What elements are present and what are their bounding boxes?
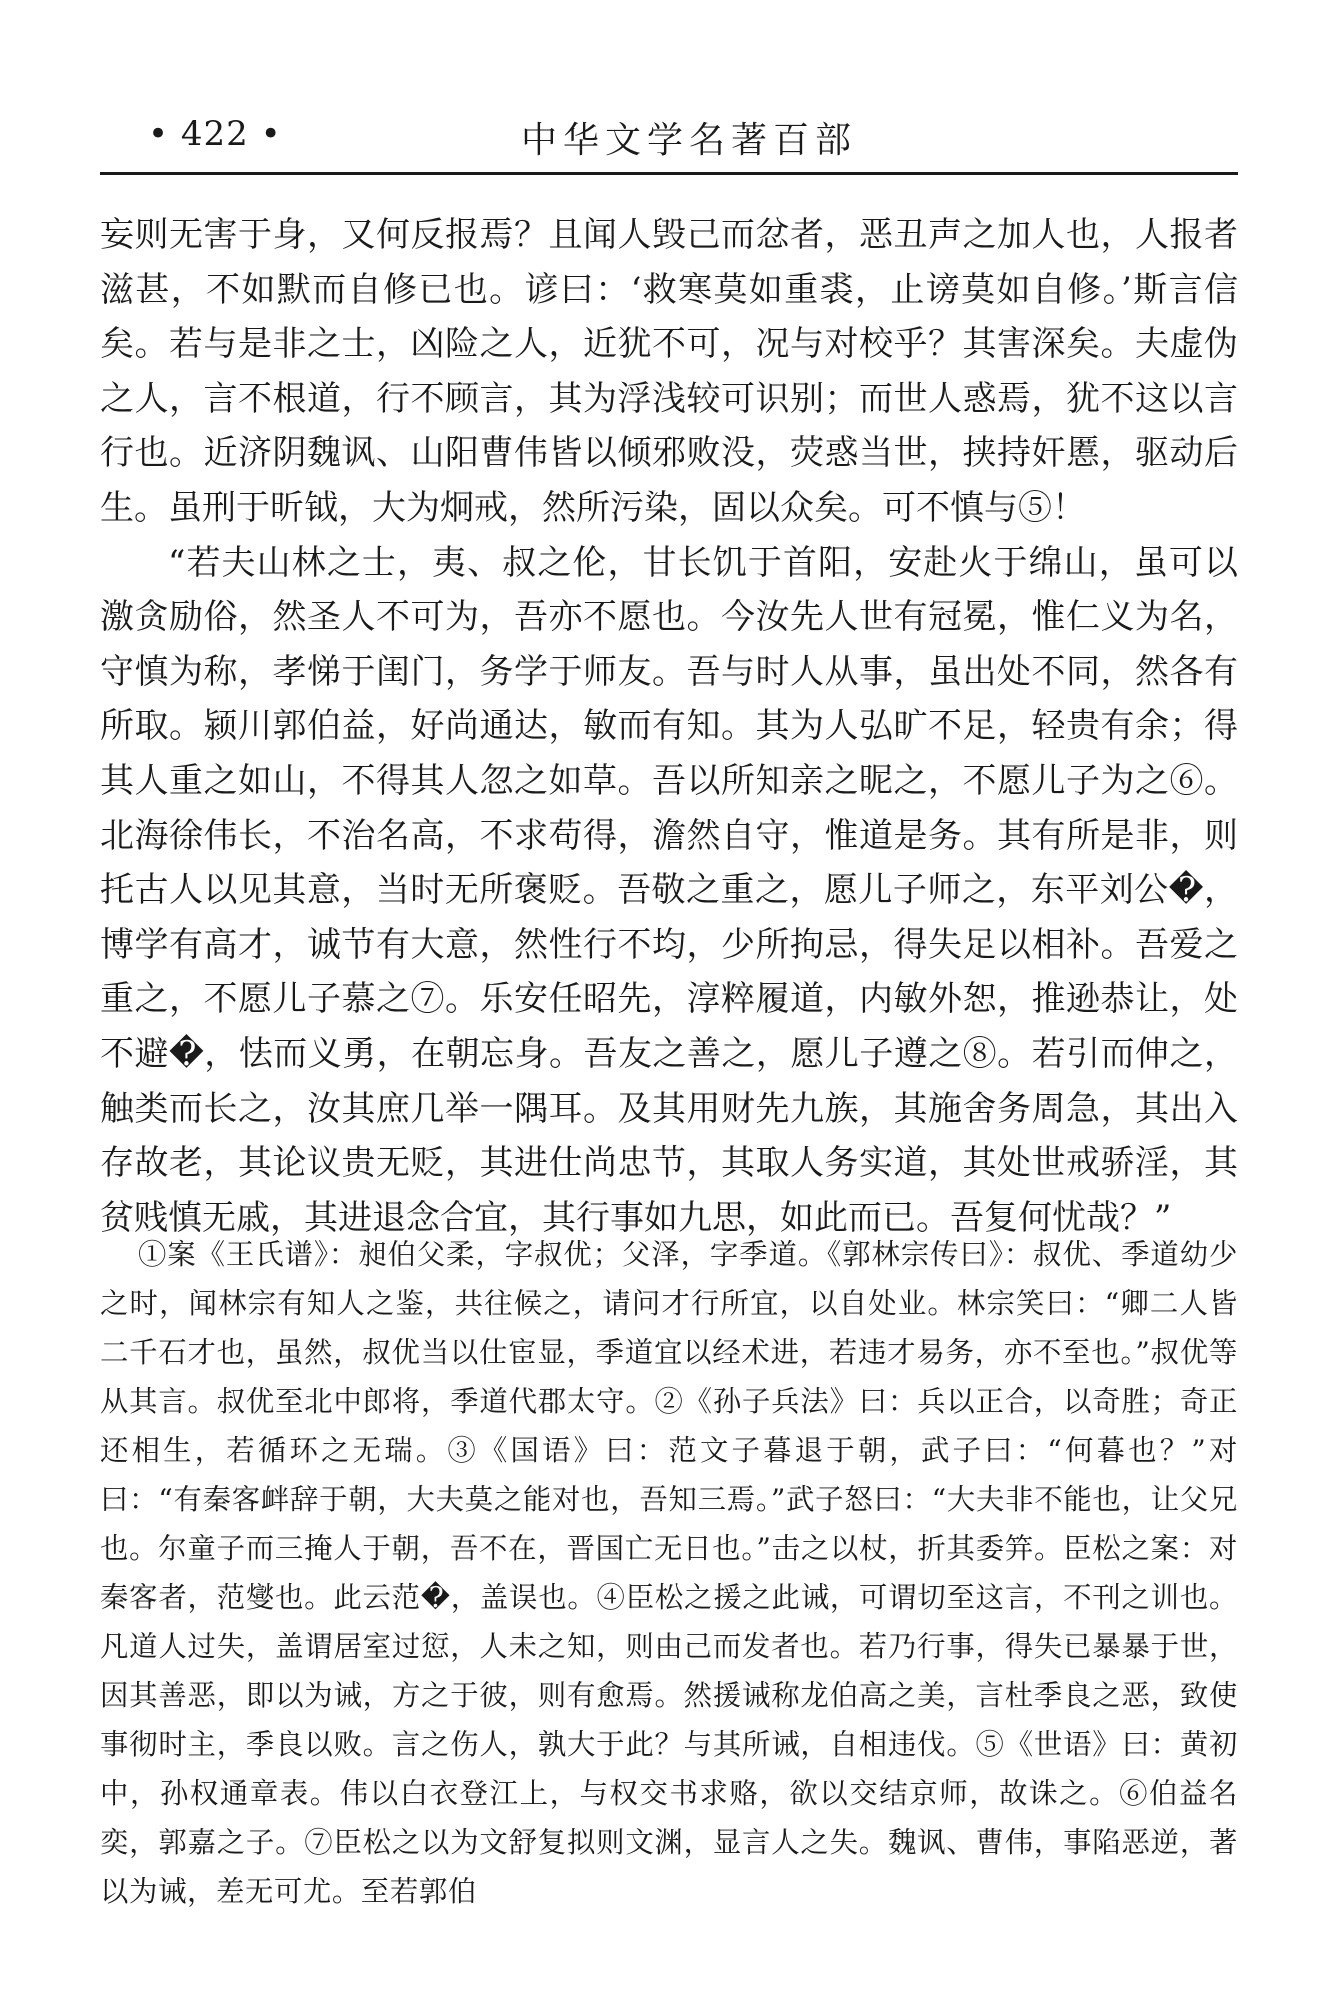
- body-text: [100, 208, 1238, 1245]
- footnote-text: ①案《王氏谱》：昶伯父柔，字叔优；父泽，字季道。《郭林宗传曰》：叔优、季道幼少之时，闻林宗有知人之鉴，共往候之，请问才行所宜，以自处业。林宗笑曰：“卿二人皆二千石才也，虽然，叔优当以仕宦显，季道宜以经术进，若违才易务，亦不至也。”叔优等从其言。叔优至北中郎将，季道代郡太守。②《孙子兵法》曰：兵以正合，以奇胜；奇正还相生，若循环之无瑞。③《国语》曰：范文子暮退于朝，武子曰：“何暮也？”对曰：“有秦客衅辞于朝，大夫莫之能对也，吾知三焉。”武子怒曰：“大夫非不能也，让父兄也。尔童子而三掩人于朝，吾不在，晋国亡无日也。”击之以杖，折其委笄。臣松之案：对秦客者，范燮也。此云范�，盖误也。④臣松之援之此诫，可谓切至这言，不刊之训也。凡道人过失，盖谓居室过愆，人未之知，则由己而发者也。若乃行事，得失已暴暴于世，因其善恶，即以为诫，方之于彼，则有愈焉。然援诫称龙伯高之美，言杜季良之恶，致使事彻时主，季良以败。言之伤人，孰大于此？与其所诫，自相违伐。⑤《世语》曰：黄初中，孙权通章表。伟以白衣登江上，与权交书求赂，欲以交结京师，故诛之。⑥伯益名奕，郭嘉之子。⑦臣松之以为文舒复拟则文渊，显言人之失。魏讽、曹伟，事陷恶逆，著以为诫，差无可尤。至若郭伯: [100, 1238, 1238, 1908]
- body-paragraph: 妄则无害于身，又何反报焉？且闻人毁己而忿者，恶丑声之加人也，人报者滋甚，不如默而自修已也。谚曰：‘救寒莫如重裘，止谤莫如自修。’斯言信矣。若与是非之士，凶险之人，近犹不可，况与对校乎？其害深矣。夫虚伪之人，言不根道，行不顾言，其为浮浅较可识别；而世人惑焉，犹不这以言行也。近济阴魏讽、山阳曹伟皆以倾邪败没，荧惑当世，挟持奸慝，驱动后生。虽刑于昕钺，大为炯戒，然所污染，固以众矣。可不慎与⑤！: [100, 215, 1238, 528]
- book-page: [100, 100, 1238, 1960]
- book-title: 中华文学名著百部: [520, 120, 857, 161]
- running-header: [100, 100, 1238, 170]
- header-rule: [100, 172, 1238, 175]
- footnotes: [100, 1230, 1238, 1916]
- body-paragraph: “若夫山林之士，夷、叔之伦，甘长饥于首阳，安赴火于绵山，虽可以激贪励俗，然圣人不可为，吾亦不愿也。今汝先人世有冠冕，惟仁义为名，守慎为称，孝悌于闺门，务学于师友。吾与时人从事，虽出处不同，然各有所取。颍川郭伯益，好尚通达，敏而有知。其为人弘旷不足，轻贵有余；得其人重之如山，不得其人忽之如草。吾以所知亲之昵之，不愿儿子为之⑥。北海徐伟长，不治名高，不求苟得，澹然自守，惟道是务。其有所是非，则托古人以见其意，当时无所褒贬。吾敬之重之，愿儿子师之，东平刘公�，博学有高才，诚节有大意，然性行不均，少所拘忌，得失足以相补。吾爱之重之，不愿儿子慕之⑦。乐安任昭先，淳粹履道，内敏外恕，推逊恭让，处不避�，怯而义勇，在朝忘身。吾友之善之，愿儿子遵之⑧。若引而伸之，触类而长之，汝其庶几举一隅耳。及其用财先九族，其施舍务周急，其出入存故老，其论议贵无贬，其进仕尚忠节，其取人务实道，其处世戒骄淫，其贫贱慎无戚，其进退念合宜，其行事如九思，如此而已。吾复何忧哉？”: [100, 542, 1238, 1238]
- page-number: • 422 •: [148, 114, 282, 154]
